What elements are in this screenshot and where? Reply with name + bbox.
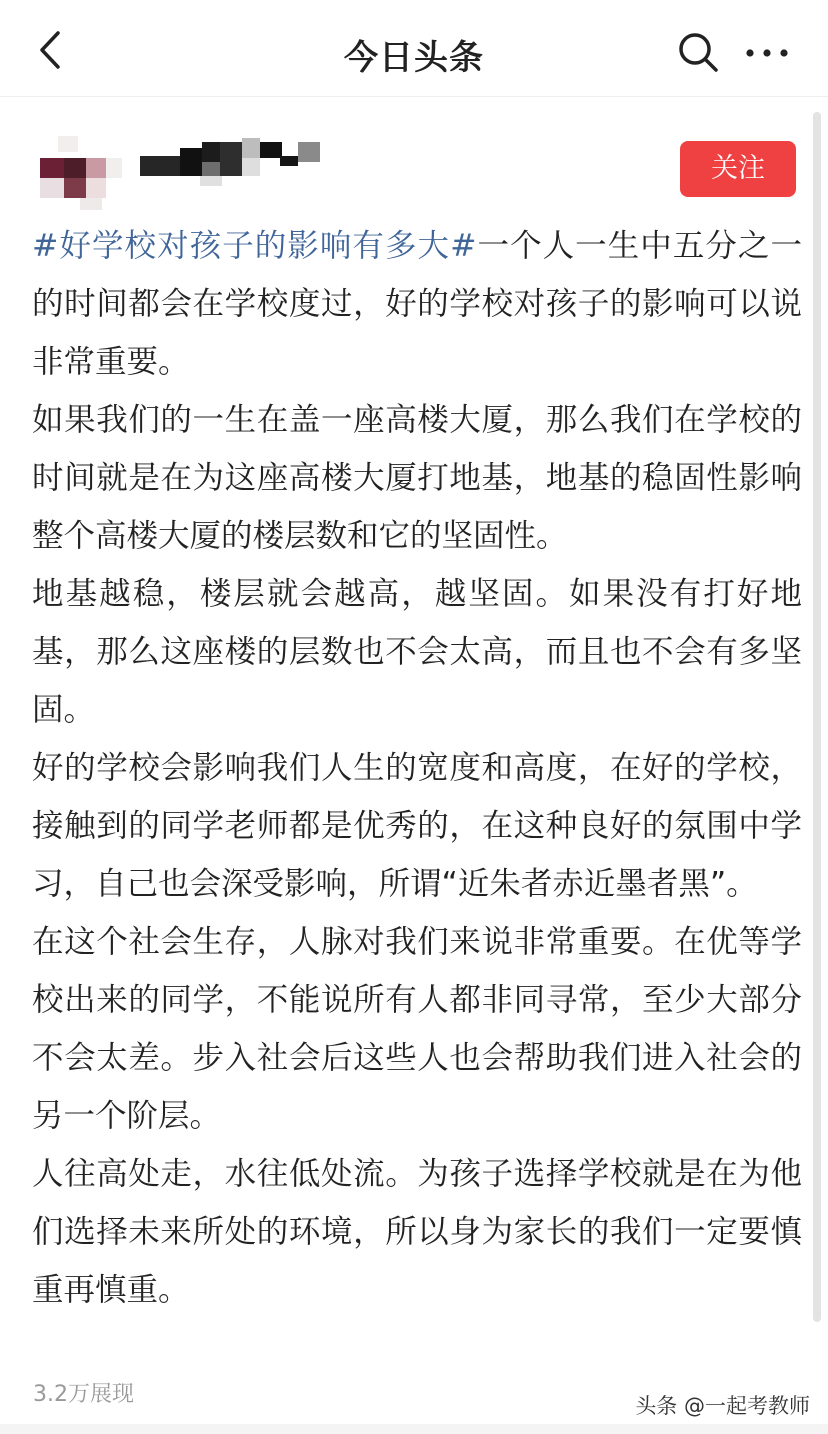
article-paragraph: 好的学校会影响我们人生的宽度和高度，在好的学校，接触到的同学老师都是优秀的，在这种良好的氛围中学习，自己也会深受影响，所谓“近朱者赤近墨者黑”。 <box>32 750 802 902</box>
back-button[interactable] <box>30 28 74 72</box>
page-title: 今日头条 <box>344 38 484 78</box>
more-button[interactable] <box>742 30 792 76</box>
article-paragraph: 地基越稳，楼层就会越高，越坚固。如果没有打好地基，那么这座楼的层数也不会太高，而且也不会有多坚固。 <box>32 576 802 728</box>
scrollbar[interactable] <box>813 112 821 1322</box>
author-name-pixelated[interactable] <box>140 138 330 186</box>
intro-text: 一个人一生中五分之一的时间都会在学校度过，好的学校对孩子的影响可以说非常重要。 <box>32 228 802 380</box>
article-paragraph: 人往高处走，水往低处流。为孩子选择学校就是在为他们选择未来所处的环境，所以身为家长的我们一定要慎重再慎重。 <box>32 1156 802 1308</box>
article-paragraph: 在这个社会生存，人脉对我们来说非常重要。在优等学校出来的同学，不能说所有人都非同寻常，至少大部分不会太差。步入社会后这些人也会帮助我们进入社会的另一个阶层。 <box>32 924 802 1134</box>
search-button[interactable] <box>676 30 722 76</box>
article-body <box>32 217 802 1319</box>
chevron-left-icon <box>30 28 74 72</box>
article-paragraph: 如果我们的一生在盖一座高楼大厦，那么我们在学校的时间就是在为这座高楼大厦打地基，地基的稳固性影响整个高楼大厦的楼层数和它的坚固性。 <box>32 402 802 554</box>
search-icon <box>676 30 722 76</box>
avatar[interactable] <box>40 136 122 210</box>
top-navigation-bar <box>0 0 828 97</box>
watermark: 头条 @一起考教师 <box>635 1394 810 1418</box>
bottom-divider <box>0 1424 828 1434</box>
hashtag-link[interactable]: #好学校对孩子的影响有多大# <box>32 228 477 264</box>
more-horizontal-icon <box>742 30 792 76</box>
view-count: 3.2万展现 <box>33 1382 134 1407</box>
article-intro-paragraph <box>32 217 802 391</box>
follow-button[interactable]: 关注 <box>680 141 796 197</box>
author-row <box>0 96 828 220</box>
